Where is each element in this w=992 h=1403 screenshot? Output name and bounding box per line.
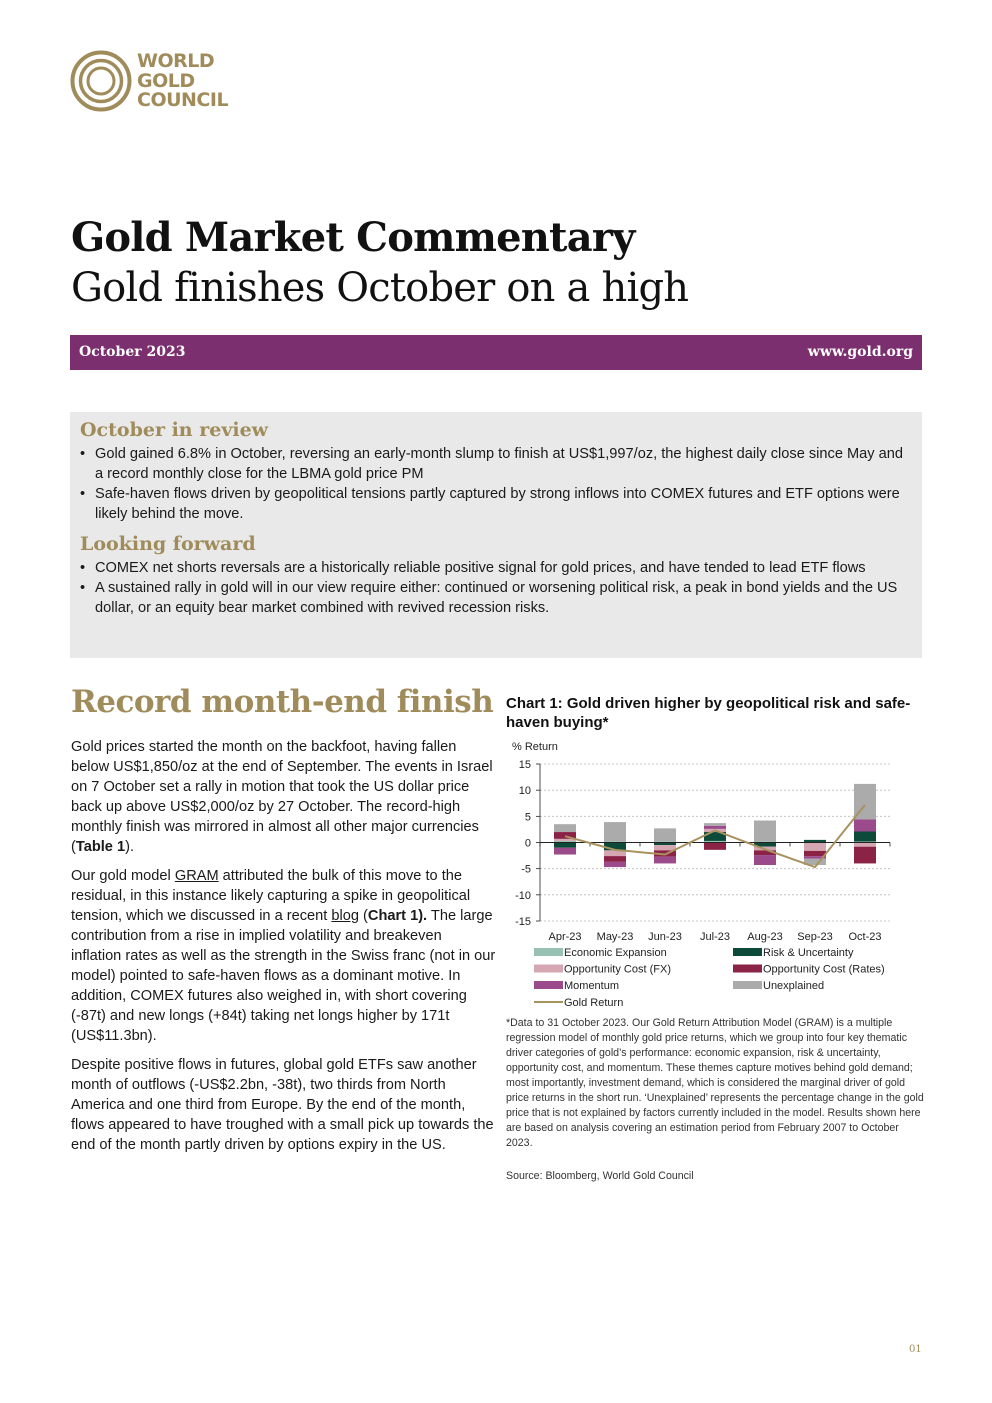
bar-unexplained-jul-23 — [704, 823, 726, 826]
bar-unexplained-jun-23 — [654, 828, 676, 841]
bar-opportunity-cost-rates--oct-23 — [854, 847, 876, 864]
bar-opportunity-cost-fx--jun-23 — [654, 845, 676, 850]
report-date: October 2023 — [79, 344, 186, 360]
chart-source: Source: Bloomberg, World Gold Council — [506, 1170, 694, 1182]
y-tick-label: -5 — [521, 863, 531, 876]
forward-bullet-list — [80, 558, 910, 618]
page-title: Gold Market Commentary — [71, 214, 635, 261]
bar-unexplained-aug-23 — [754, 821, 776, 842]
legend-swatch-economic-expansion — [534, 948, 563, 956]
world-gold-council-logo — [70, 50, 250, 114]
y-tick-label: 0 — [524, 837, 531, 850]
page-number: 01 — [909, 1344, 922, 1355]
legend-swatch-momentum — [534, 981, 563, 989]
blog-link[interactable]: blog — [331, 908, 359, 924]
y-tick-label: -15 — [515, 916, 531, 928]
bar-opportunity-cost-fx--sep-23 — [804, 843, 826, 851]
chart-footnote: *Data to 31 October 2023. Our Gold Return Attribution Model (GRAM) is a multiple regression model of monthly gold price returns, which we group into four key thematic driver categories of gold’s performance: economic expansion, risk & uncertainty, opportunity cost, and momentum. These themes capture motives behind gold demand; most importantly, investment demand, which is considered the marginal driver of gold price returns in the short run. ‘Unexplained’ represents the percentage change in the gold price that is not explained by factors currently included in the model. Results shown here are based on analysis covering an estimation period from February 2007 to October 2023. — [506, 1017, 924, 1149]
y-tick-label: 10 — [518, 785, 531, 798]
x-tick-label: Apr-23 — [548, 931, 582, 943]
bar-momentum-jul-23 — [704, 826, 726, 829]
list-item: • Gold gained 6.8% in October, reversing an early-month slump to finish at US$1,997/oz, the highest daily close since May and a record monthly close for the LBMA gold price PM — [80, 444, 910, 484]
x-tick-label: May-23 — [596, 931, 634, 943]
gram-link[interactable]: GRAM — [174, 868, 219, 884]
bar-momentum-oct-23 — [854, 819, 876, 831]
logo-line-council: COUNCIL — [137, 89, 229, 111]
chart-title: Chart 1: Gold driven higher by geopolitical risk and safe-haven buying* — [506, 695, 911, 731]
paragraph-3: Despite positive flows in futures, global gold ETFs saw another month of outflows (-US$2.2bn, -38t), two thirds from North America and one third from Europe. By the end of the month, flows appeared to have troughed with a small pick up towards the end of the month partly driven by options expiry in the US. — [71, 1057, 494, 1153]
legend-swatch-unexplained — [733, 981, 762, 989]
bar-momentum-may-23 — [604, 862, 626, 867]
paragraph-2: Our gold model GRAM attributed the bulk of this move to the residual, in this instance likely capturing a spike in geopolitical tension, which we discussed in a recent blog (Chart 1). The large contribution from a rise in implied volatility and breakeven inflation rates as well as the strength in the Swiss franc (not in our model) pointed to safe-haven flows as a dominant motive. In addition, COMEX futures also weighed in, with short covering (-87t) and new longs (+84t) taking net longs higher by 171t (US$11.3bn). — [71, 868, 496, 1044]
bar-risk-uncertainty-sep-23 — [804, 840, 826, 842]
logo-rings-icon — [70, 50, 132, 112]
section-heading: Record month-end finish — [71, 684, 494, 720]
october-in-review-heading: October in review — [80, 419, 269, 441]
logo-wordmark — [137, 52, 228, 111]
legend-label-gold-return: Gold Return — [564, 997, 624, 1009]
x-tick-label: Sep-23 — [797, 931, 833, 943]
legend-label-unexplained: Unexplained — [763, 980, 825, 992]
x-tick-label: Aug-23 — [747, 931, 783, 943]
body-text — [71, 737, 496, 1164]
bar-momentum-jun-23 — [654, 857, 676, 864]
legend-label-opportunity-cost-fx-: Opportunity Cost (FX) — [564, 963, 671, 976]
paragraph-1: Gold prices started the month on the backfoot, having fallen below US$1,850/oz at the end of September. The events in Israel on 7 October set a rally in motion that took the US dollar price back up above US$2,000/oz by 27 October. The record-high monthly finish was mirrored in almost all other major currencies (Table 1). — [71, 739, 493, 855]
bar-risk-uncertainty-oct-23 — [854, 832, 876, 842]
x-tick-label: Jul-23 — [700, 931, 730, 943]
bar-momentum-aug-23 — [754, 855, 776, 865]
legend-swatch-opportunity-cost-fx- — [534, 965, 563, 973]
list-item: • Safe-haven flows driven by geopolitical tensions partly captured by strong inflows into COMEX futures and ETF options were likely behind the move. — [80, 484, 910, 524]
list-item: • A sustained rally in gold will in our view require either: continued or worsening political risk, a peak in bond yields and the US dollar, or an equity bear market combined with revived recession risks. — [80, 578, 910, 618]
logo-line-world: WORLD — [137, 50, 215, 72]
legend-label-opportunity-cost-rates-: Opportunity Cost (Rates) — [763, 963, 885, 976]
x-tick-label: Oct-23 — [848, 931, 882, 943]
looking-forward-heading: Looking forward — [80, 533, 256, 555]
bar-unexplained-may-23 — [604, 822, 626, 841]
page-subtitle: Gold finishes October on a high — [71, 265, 689, 311]
logo-line-gold: GOLD — [137, 69, 195, 92]
bar-opportunity-cost-rates--jul-23 — [704, 843, 726, 850]
bar-opportunity-cost-rates--sep-23 — [804, 851, 826, 856]
legend-label-momentum: Momentum — [564, 980, 620, 992]
website-link[interactable]: www.gold.org — [807, 344, 913, 360]
bar-opportunity-cost-rates--may-23 — [604, 856, 626, 862]
date-band — [70, 335, 922, 370]
y-tick-label: 15 — [518, 759, 531, 771]
legend-label-economic-expansion: Economic Expansion — [564, 947, 667, 959]
list-item: • COMEX net shorts reversals are a historically reliable positive signal for gold prices, and have tended to lead ETF flows — [80, 558, 910, 578]
review-bullet-list — [80, 444, 910, 524]
bar-opportunity-cost-fx--oct-23 — [854, 843, 876, 847]
bar-momentum-apr-23 — [554, 848, 576, 855]
bar-risk-uncertainty-apr-23 — [554, 843, 576, 848]
legend-swatch-opportunity-cost-rates- — [733, 965, 762, 973]
legend-swatch-risk-uncertainty — [733, 948, 762, 956]
bar-unexplained-apr-23 — [554, 824, 576, 832]
y-tick-label: 5 — [524, 811, 531, 824]
y-axis-label: % Return — [512, 741, 558, 753]
x-tick-label: Jun-23 — [648, 931, 682, 943]
y-tick-label: -10 — [515, 889, 531, 902]
legend-label-risk-uncertainty: Risk & Uncertainty — [763, 947, 854, 959]
summary-panel — [70, 412, 922, 658]
gold-return-attribution-chart — [500, 738, 924, 1014]
